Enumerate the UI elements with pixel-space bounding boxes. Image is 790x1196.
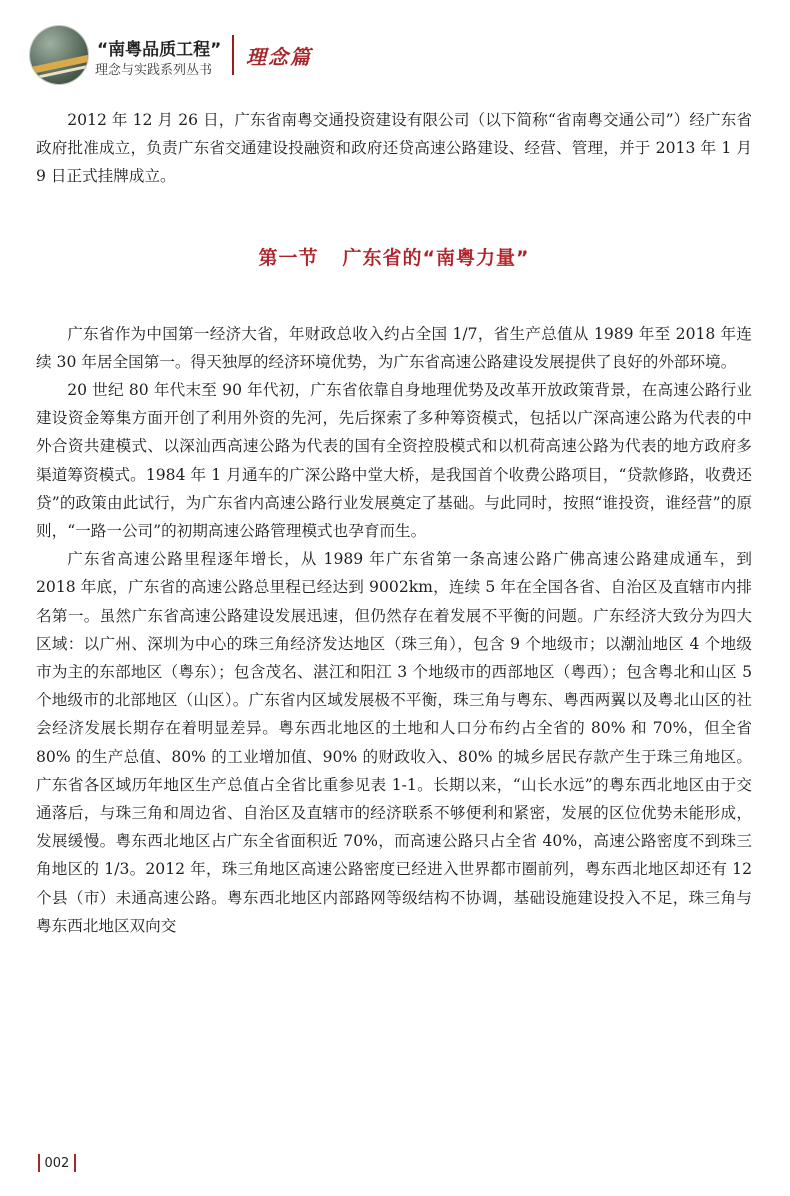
body-paragraph-3: 广东省高速公路里程逐年增长，从 1989 年广东省第一条高速公路广佛高速公路建成通车，到 2018 年底，广东省的高速公路总里程已经达到 9002km，连续 5 年在全国各省、自治区及直辖市内排名第一。虽然广东省高速公路建设发展迅速，但仍然存在着发展不平衡的问题。广东经济大致分为四大区域：以广州、深圳为中心的珠三角经济发达地区（珠三角），包含 9 个地级市；以潮汕地区 4 个地级市为主的东部地区（粤东）；包含茂名、湛江和阳江 3 个地级市的西部地区（粤西）；包含粤北和山区 5 个地级市的北部地区（山区）。广东省内区域发展极不平衡，珠三角与粤东、粤西两翼以及粤北山区的社会经济发展长期存在着明显差异。粤东西北地区的土地和人口分布约占全省的 80% 和 70%，但全省 80% 的生产总值、80% 的工业增加值、90% 的财政收入、80% 的城乡居民存款产生于珠三角地区。广东省各区域历年地区生产总值占全省比重参见表 1-1。长期以来，“山长水远”的粤东西北地区由于交通落后，与珠三角和周边省、自治区及直辖市的经济联系不够便利和紧密，发展的区位优势未能形成，发展缓慢。粤东西北地区占广东全省面积近 70%，而高速公路只占全省 40%，高速公路密度不到珠三角地区的 1/3。2012 年，珠三角地区高速公路密度已经进入世界都市圈前列，粤东西北地区却还有 12 个县（市）未通高速公路。粤东西北地区内部路网等级结构不协调，基础设施建设投入不足，珠三角与粤东西北地区双向交 [36, 550, 752, 935]
section-title: 广东省的“南粤力量” [342, 246, 530, 269]
footer-bar-left [38, 1154, 40, 1172]
page-header [0, 0, 790, 100]
body-paragraph-2: 20 世纪 80 年代末至 90 年代初，广东省依靠自身地理优势及改革开放政策背景，在高速公路行业建设资金筹集方面开创了利用外资的先河，先后探索了多种筹资模式，包括以广深高速公路为代表的中外合资共建模式、以深汕西高速公路为代表的国有全资控股模式和以机荷高速公路为代表的地方政府多渠道筹资模式。1984 年 1 月通车的广深公路中堂大桥，是我国首个收费公路项目，“贷款修路，收费还贷”的政策由此试行，为广东省内高速公路行业发展奠定了基础。与此同时，按照“谁投资，谁经营”的原则，“一路一公司”的初期高速公路管理模式也孕育而生。 [36, 381, 752, 541]
section-number: 第一节 [258, 246, 319, 269]
page-number: 002 [44, 1155, 70, 1171]
intro-paragraph: 2012 年 12 月 26 日，广东省南粤交通投资建设有限公司（以下简称“省南粤交通公司”）经广东省政府批准成立，负责广东省交通建设投融资和政府还贷高速公路建设、经营、管理，并于 2013 年 1 月 9 日正式挂牌成立。 [36, 111, 752, 186]
section-tag: 理念篇 [246, 45, 312, 69]
section-heading [36, 243, 752, 270]
footer-bar-right [74, 1154, 76, 1172]
page-footer [38, 1152, 76, 1174]
highway-photo-logo-icon [30, 26, 88, 84]
body-paragraph-1: 广东省作为中国第一经济大省，年财政总收入约占全国 1/7，省生产总值从 1989 年至 2018 年连续 30 年居全国第一。得天独厚的经济环境优势，为广东省高速公路建设发展提供了良好的外部环境。 [36, 324, 752, 371]
page-content [36, 106, 752, 940]
header-divider [232, 35, 234, 75]
series-subtitle: 理念与实践系列丛书 [95, 63, 213, 78]
series-title: “南粤品质工程” [97, 40, 222, 60]
